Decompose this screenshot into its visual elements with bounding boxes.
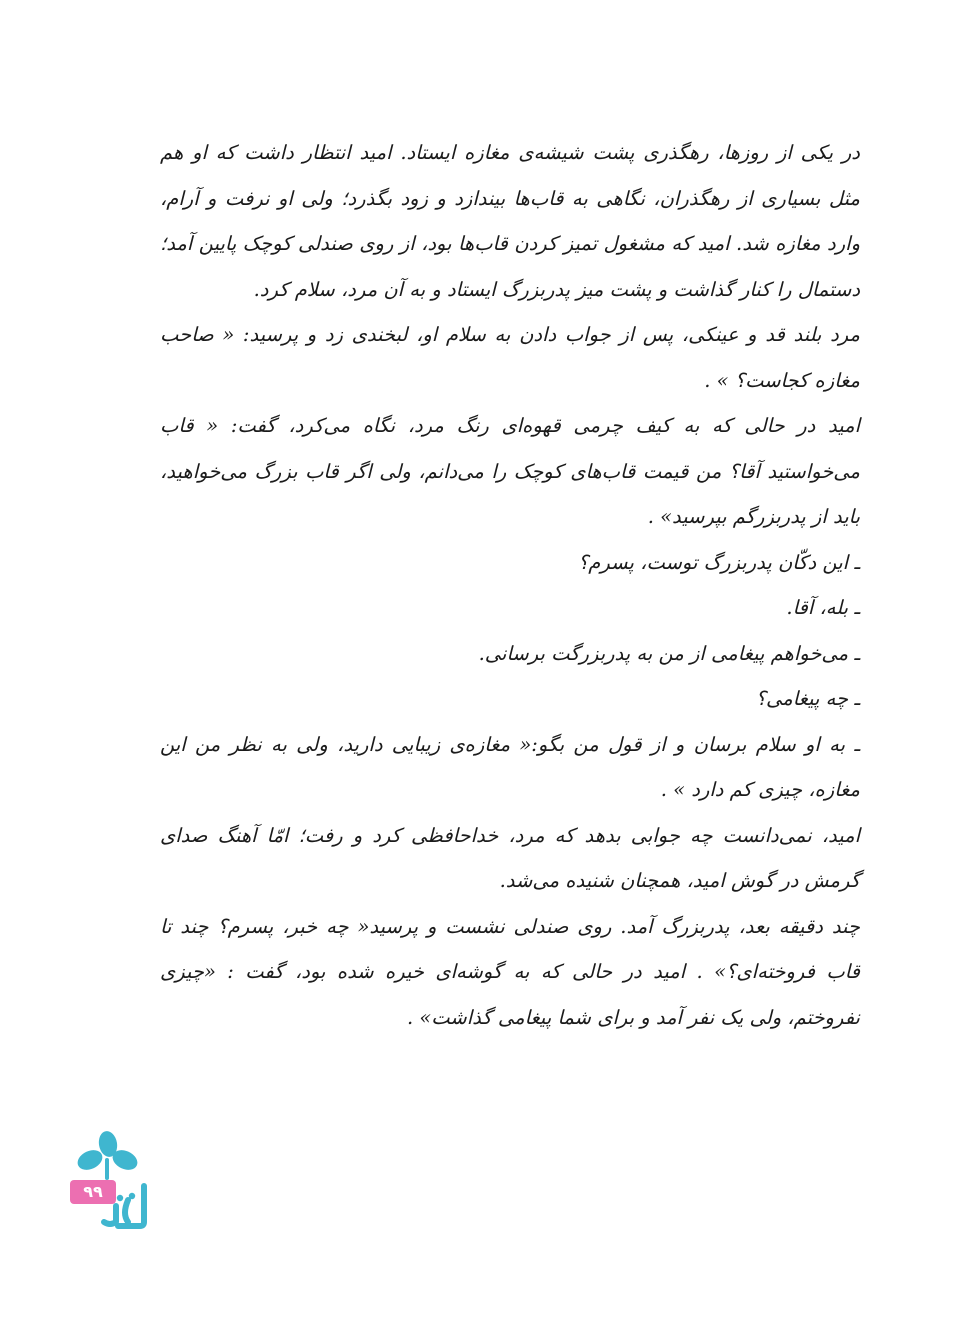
paragraph-intro: در یکی از روزها، رهگذری پشت شیشه‌ی مغازه ایستاد. امید انتظار داشت که او هم مثل بسیاری از رهگذران، نگاهی به قاب‌ها بیندازد و زود بگذرد؛ ولی او نرفت و آرام، وارد مغازه شد. امید که مشغول تمیز کردن قاب‌ها بود، از روی صندلی کوچک پایین آمد؛ دستمال را کنار گذاشت و پشت میز پدربزرگ ایستاد و به آن مرد، سلام کرد. — [160, 141, 860, 301]
paragraph-omid-reply: امید در حالی که به کیف چرمی قهوه‌ای رنگ مرد، نگاه می‌کرد، گفت: « قاب می‌خواستید آقا؟ من قیمت قاب‌های کوچک را می‌دانم، ولی اگر قاب بزرگ می‌خواهید، باید از پدربزرگم بپرسید» . — [160, 414, 860, 528]
dialogue-line-5: ـ به او سلام برسان و از قول من بگو:« مغازه‌ی زیبایی دارید، ولی به نظر من این مغازه، چیزی کم دارد » . — [160, 732, 860, 801]
page-number-badge: ۹۹ — [70, 1180, 116, 1204]
paragraph-grandfather-returns: چند دقیقه بعد، پدربزرگ آمد. روی صندلی نشست و پرسید« چه خبر، پسرم؟ چند تا قاب فروخته‌ای؟» . امید در حالی که به گوشه‌ای خیره شده بود، گفت : «چیزی نفروختم، ولی یک نفر آمد و برای شما پیغامی گذاشت» . — [160, 914, 860, 1029]
paragraph-man-leaves: امید، نمی‌دانست چه جوابی بدهد که مرد، خداحافظی کرد و رفت؛ امّا آهنگ صدای گرمش در گوش امید، همچنان شنیده می‌شد. — [160, 823, 860, 892]
paragraph-man-question: مرد بلند قد و عینکی، پس از جواب دادن به سلام او، لبخندی زد و پرسید: « صاحب مغازه کجاست؟ » . — [160, 323, 860, 392]
dialogue-line-1: ـ این دکّان پدربزرگ توست، پسرم؟ — [577, 550, 860, 574]
dialogue-line-4: ـ چه پیغامی؟ — [755, 687, 860, 710]
dialogue-line-3: ـ می‌خواهم پیغامی از من به پدربزرگت برسانی. — [478, 641, 860, 665]
story-text — [160, 130, 860, 1040]
dialogue-line-2: ـ بله، آقا. — [786, 596, 860, 619]
